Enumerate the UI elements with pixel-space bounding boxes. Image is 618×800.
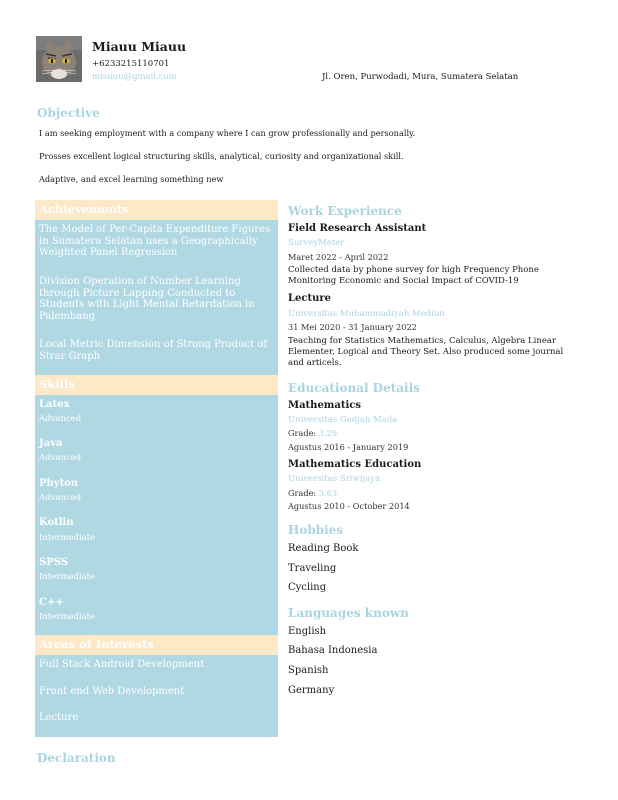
hobby-item: Cycling [288,582,327,593]
objective-line: I am seeking employment with a company where I can grow professionally and personally. [39,128,416,138]
skill-name: SPSS [39,557,68,568]
job-title: Field Research Assistant [288,223,427,234]
job-org: Universitas Muhammadiyah Mediun [288,309,445,319]
job-title: Lecture [288,293,332,304]
email-link[interactable]: misuuu@gmail.com [92,72,177,82]
objective-line: Prosses excellent logical structuring skills, analytical, curiosity and organizational skill. [39,151,404,161]
grade-label: Grade: [288,488,317,498]
skill-level: Intermediate [39,533,96,543]
skill-level: Advanced [39,493,82,503]
achievements-heading: Achievements [35,200,278,220]
address: Jl. Oren, Purwodadi, Mura, Sumatera Selatan [322,72,519,82]
skill-name: Phyton [39,478,79,489]
interest-item: Front end Web Development [39,686,185,697]
skill-level: Advanced [39,453,82,463]
grade-value: 3.29 [318,428,338,438]
language-item: English [288,626,327,637]
achievement-item: Local Metric Dimension of Strong Product of Strar Graph [39,339,268,362]
job-period: 31 Mei 2020 - 31 January 2022 [288,322,417,332]
declaration-heading: Declaration [37,751,116,765]
language-item: Germany [288,685,335,696]
degree: Mathematics [288,400,361,411]
education-period: Agustus 2010 - October 2014 [288,501,410,511]
applicant-name: Miauu Miauu [92,39,187,54]
skill-level: Intermediate [39,572,96,582]
interest-item: Lecture [39,712,79,723]
cat-avatar-icon [36,36,82,82]
hobbies-heading: Hobbies [288,523,344,537]
avatar [36,36,82,82]
education-heading: Educational Details [288,381,420,395]
left-panel [35,200,278,737]
job-org: SurveyMeter [288,238,345,248]
education-period: Agustus 2016 - January 2019 [288,442,409,452]
degree: Mathematics Education [288,459,422,470]
job-description: Teaching for Statistics Mathematics, Calculus, Algebra Linear Elementer, Logical and Theory Set. Also produced some journal and articels. [288,336,564,368]
languages-heading: Languages known [288,606,409,620]
objective-line: Adaptive, and excel learning something new [39,174,224,184]
language-item: Spanish [288,665,329,676]
skill-name: C++ [39,597,64,608]
hobby-item: Traveling [288,563,337,574]
achievement-item: Division Operation of Number Learning through Picture Lapping Conducted to Students with Light Mental Retardation in Palembang [39,276,255,322]
achievement-item: The Model of Per-Capita Expenditure Figures in Sumatera Selatan uses a Geographically Weighted Panel Regression [39,224,271,259]
work-heading: Work Experience [288,204,402,218]
grade-value: 3.63 [318,488,338,498]
grade-line [288,488,337,498]
interests-heading: Areas of Interests [35,635,278,655]
objective-heading: Objective [37,106,100,120]
skill-level: Advanced [39,414,82,424]
job-period: Maret 2022 - April 2022 [288,252,389,262]
hobby-item: Reading Book [288,543,359,554]
skill-name: Kotlin [39,517,74,528]
phone-number: +6233215110701 [92,59,170,69]
skill-name: Java [39,438,63,449]
skill-name: Latex [39,399,70,410]
job-description: Collected data by phone survey for high Frequency Phone Monitoring Economic and Social Impact of COVID-19 [288,265,539,286]
interest-item: Full Stack Android Development [39,659,205,670]
school: Universitas Gadjah Mada [288,415,398,425]
grade-line [288,428,337,438]
skills-heading: Skills [35,375,278,395]
language-item: Bahasa Indonesia [288,645,378,656]
skill-level: Intermediate [39,612,96,622]
grade-label: Grade: [288,428,317,438]
school: Universitas Sriwijaya [288,474,381,484]
